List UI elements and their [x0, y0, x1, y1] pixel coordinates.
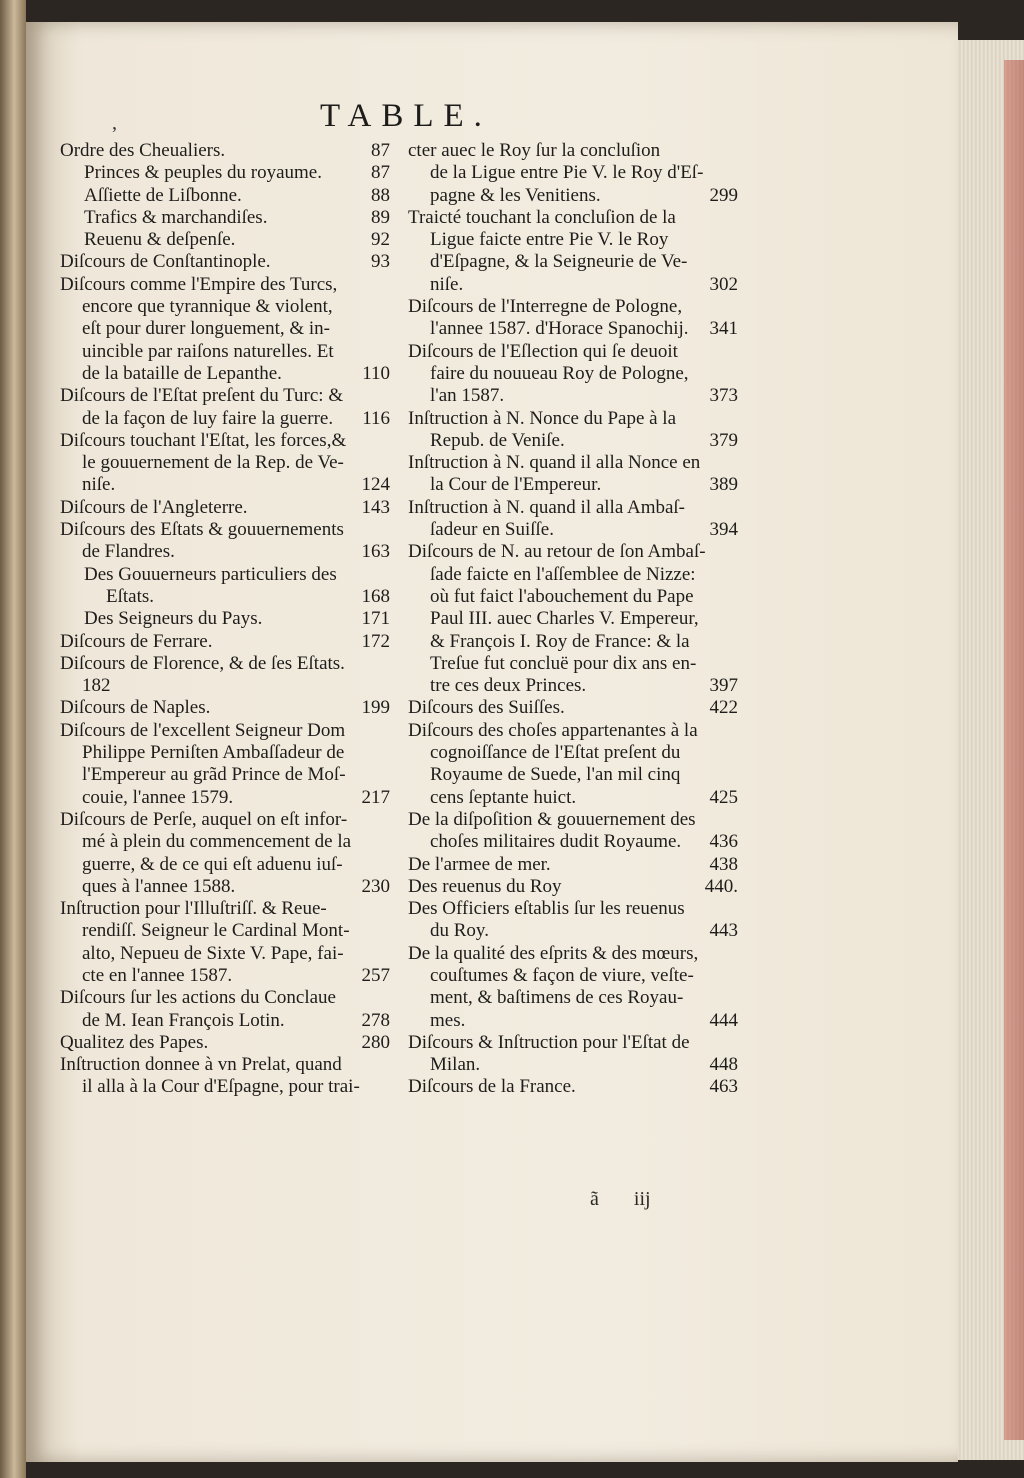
toc-entry-line: [60, 943, 390, 965]
toc-entry-line: [408, 541, 738, 563]
toc-entry-text: Royaume de Suede, l'an mil cinq: [430, 764, 681, 786]
toc-page-number: 230: [361, 875, 390, 897]
toc-entry-line: [60, 764, 390, 786]
toc-entry-line: [408, 965, 738, 987]
toc-entry-text: Des Officiers eſtablis ſur les reuenus: [408, 898, 685, 920]
toc-entry: [60, 140, 390, 162]
toc-entry-text: Qualitez des Papes.: [60, 1031, 209, 1053]
toc-entry-line: [60, 363, 390, 385]
toc-page-number: 92: [371, 229, 390, 251]
toc-entry-line: [60, 653, 390, 675]
toc-entry-text: Diſcours de Florence, & de ſes Eſtats.: [60, 652, 345, 674]
toc-entry-text: il alla à la Cour d'Eſpagne, pour trai-: [82, 1076, 360, 1098]
toc-entry-line: [408, 675, 738, 697]
toc-entry: [60, 229, 390, 251]
toc-entry-line: [408, 162, 738, 184]
toc-entry-line: [408, 385, 738, 407]
toc-page-number: 199: [361, 697, 390, 719]
toc-entry-line: [60, 251, 390, 273]
toc-entry: [60, 519, 390, 564]
toc-entry-line: [408, 207, 738, 229]
toc-entry-text: & François I. Roy de France: & la: [430, 630, 690, 652]
toc-entry-line: [60, 452, 390, 474]
toc-entry-text: Des Gouuerneurs particuliers des: [84, 563, 337, 585]
toc-entry-line: [408, 586, 738, 608]
toc-entry-text: 182: [82, 675, 111, 697]
toc-entry-line: [408, 898, 738, 920]
toc-entry-line: [60, 742, 390, 764]
toc-entry-text: où fut faict l'abouchement du Pape: [430, 585, 694, 607]
toc-entry-line: [60, 140, 390, 162]
toc-entry-line: [408, 787, 738, 809]
toc-entry-text: Inſtruction pour l'Illuſtriſſ. & Reue-: [60, 898, 327, 920]
toc-entry-line: [408, 564, 738, 586]
toc-page-number: 302: [709, 273, 738, 295]
binding-edge: [1004, 60, 1024, 1440]
toc-page-number: 448: [709, 1054, 738, 1076]
toc-entry: [60, 497, 390, 519]
toc-entry-text: cens ſeptante huict.: [430, 786, 577, 808]
toc-entry-text: de la Ligue entre Pie V. le Roy d'Eſ-: [430, 162, 704, 184]
toc-entry-text: Inſtruction à N. quand il alla Nonce en: [408, 452, 701, 474]
toc-entry: [60, 720, 390, 809]
toc-page-number: 217: [361, 786, 390, 808]
toc-entry-line: [60, 987, 390, 1009]
toc-entry-text: De la diſpoſition & gouuernement des: [408, 808, 696, 830]
toc-entry-line: [60, 720, 390, 742]
toc-page-number: 278: [361, 1009, 390, 1031]
toc-entry-line: [408, 296, 738, 318]
toc-entry-text: Diſcours de l'Eſtat preſent du Turc: &: [60, 385, 344, 407]
toc-entry-text: choſes militaires dudit Royaume.: [430, 831, 682, 853]
toc-entry-text: Diſcours de l'excellent Seigneur Dom: [60, 719, 346, 741]
toc-entry-line: [84, 608, 390, 630]
toc-left-column: [60, 140, 390, 1099]
toc-page-number: 389: [709, 474, 738, 496]
toc-entry-text: Diſcours des Suiſſes.: [408, 697, 565, 719]
toc-entry: [60, 162, 390, 184]
toc-entry: [60, 430, 390, 497]
toc-entry-line: [84, 207, 390, 229]
toc-entry-line: [60, 274, 390, 296]
page-title: TABLE.: [320, 98, 492, 134]
toc-entry-line: [60, 631, 390, 653]
toc-page-number: 444: [709, 1009, 738, 1031]
toc-entry-text: Diſcours de Naples.: [60, 697, 211, 719]
toc-entry: [60, 898, 390, 987]
toc-entry-line: [408, 653, 738, 675]
toc-entry: [408, 809, 738, 854]
toc-entry-text: Diſcours de la France.: [408, 1076, 576, 1098]
toc-entry-text: l'Empereur au grãd Prince de Moſ-: [82, 764, 346, 786]
toc-page-number: 438: [709, 853, 738, 875]
toc-entry: [60, 653, 390, 698]
toc-entry: [408, 341, 738, 408]
toc-entry-text: Princes & peuples du royaume.: [84, 162, 322, 184]
left-page-edge: [0, 0, 26, 1478]
toc-entry: [60, 564, 390, 609]
toc-entry-line: [408, 452, 738, 474]
toc-entry-text: Diſcours de l'Interregne de Pologne,: [408, 296, 683, 318]
toc-entry-text: rendiſſ. Seigneur le Cardinal Mont-: [82, 920, 350, 942]
toc-entry-text: Repub. de Veniſe.: [430, 429, 565, 451]
toc-entry-text: du Roy.: [430, 920, 489, 942]
toc-entry-text: Des Seigneurs du Pays.: [84, 608, 263, 630]
toc-entry: [60, 251, 390, 273]
toc-entry: [60, 1054, 390, 1099]
page-footer: [590, 1188, 710, 1211]
toc-entry-text: guerre, & de ce qui eſt aduenu iuſ-: [82, 853, 343, 875]
toc-entry-text: Diſcours des choſes appartenantes à la: [408, 719, 698, 741]
toc-entry-text: De l'armee de mer.: [408, 853, 551, 875]
toc-entry-text: l'an 1587.: [430, 385, 505, 407]
toc-entry-line: [60, 497, 390, 519]
toc-page-number: 425: [709, 786, 738, 808]
toc-entry: [408, 140, 738, 207]
toc-page-number: 110: [362, 362, 390, 384]
toc-entry-text: Ligue faicte entre Pie V. le Roy: [430, 229, 669, 251]
toc-page-number: 87: [371, 162, 390, 184]
toc-entry-text: eſt pour durer longuement, & in-: [82, 318, 330, 340]
toc-entry-text: Traicté touchant la concluſion de la: [408, 206, 676, 228]
toc-page-number: 168: [361, 585, 390, 607]
toc-page-number: 397: [709, 675, 738, 697]
toc-page-number: 171: [361, 608, 390, 630]
toc-entry-text: d'Eſpagne, & la Seigneurie de Ve-: [430, 251, 688, 273]
toc-entry-line: [408, 876, 738, 898]
toc-entry-text: tre ces deux Princes.: [430, 675, 587, 697]
toc-entry-line: [408, 764, 738, 786]
toc-entry-text: Diſcours touchant l'Eſtat, les forces,&: [60, 429, 347, 451]
toc-entry-text: Aſſiette de Liſbonne.: [84, 184, 242, 206]
toc-page-number: 257: [361, 964, 390, 986]
toc-entry-text: ſadeur en Suiſſe.: [430, 519, 554, 541]
toc-entry-text: Eſtats.: [106, 585, 155, 607]
toc-entry-line: [60, 1032, 390, 1054]
toc-page-number: 116: [362, 407, 390, 429]
toc-entry-text: Diſcours de l'Angleterre.: [60, 496, 248, 518]
toc-entry-line: [60, 809, 390, 831]
toc-entry-line: [84, 162, 390, 184]
toc-entry-text: Inſtruction à N. Nonce du Pape à la: [408, 407, 677, 429]
toc-entry: [408, 408, 738, 453]
toc-entry-line: [60, 541, 390, 563]
toc-entry: [60, 987, 390, 1032]
toc-entry-line: [84, 564, 390, 586]
toc-page-number: 341: [709, 318, 738, 340]
toc-entry-line: [60, 697, 390, 719]
toc-entry-text: Diſcours de l'Eſlection qui ſe deuoit: [408, 340, 678, 362]
toc-entry-text: Philippe Perniſten Ambaſſadeur de: [82, 742, 345, 764]
toc-entry-line: [84, 185, 390, 207]
toc-page-number: 463: [709, 1076, 738, 1098]
toc-entry-line: [60, 341, 390, 363]
toc-entry-line: [408, 341, 738, 363]
toc-entry-line: [408, 697, 738, 719]
toc-entry-line: [60, 318, 390, 340]
toc-entry-line: [408, 608, 738, 630]
toc-entry-line: [60, 920, 390, 942]
toc-entry-text: de Flandres.: [82, 541, 175, 563]
toc-page-number: 88: [371, 184, 390, 206]
toc-entry: [408, 207, 738, 296]
toc-page-number: 124: [361, 474, 390, 496]
toc-entry-text: Diſcours de Perſe, auquel on eſt infor-: [60, 808, 348, 830]
toc-entry-text: niſe.: [430, 273, 464, 295]
toc-entry-text: ques à l'annee 1588.: [82, 875, 236, 897]
toc-entry-text: Diſcours comme l'Empire des Turcs,: [60, 273, 338, 295]
toc-entry-text: ment, & baſtimens de ces Royau-: [430, 987, 684, 1009]
toc-page-number: 373: [709, 385, 738, 407]
toc-entry-text: Ordre des Cheualiers.: [60, 140, 226, 161]
toc-entry-text: Diſcours de Conſtantinople.: [60, 251, 271, 273]
toc-entry-text: de M. Iean François Lotin.: [82, 1009, 285, 1031]
toc-entry-text: mé à plein du commencement de la: [82, 831, 352, 853]
toc-entry: [60, 185, 390, 207]
toc-entry-line: [408, 1054, 738, 1076]
toc-page-number: 89: [371, 206, 390, 228]
toc-entry-text: couie, l'annee 1579.: [82, 786, 234, 808]
header-left-mark: ,: [112, 112, 117, 134]
toc-entry-text: Treſue fut concluë pour dix ans en-: [430, 652, 697, 674]
toc-page-number: 422: [709, 697, 738, 719]
toc-entry-line: [60, 296, 390, 318]
toc-entry: [60, 274, 390, 385]
toc-entry-text: mes.: [430, 1009, 466, 1031]
toc-entry-line: [408, 251, 738, 273]
toc-entry: [408, 452, 738, 497]
toc-page-number: 280: [361, 1031, 390, 1053]
toc-entry-line: [60, 430, 390, 452]
toc-entry-text: ſade faicte en l'aſſemblee de Nizze:: [430, 563, 696, 585]
toc-entry: [408, 1032, 738, 1077]
toc-entry: [408, 697, 738, 719]
toc-entry-text: le gouuernement de la Rep. de Ve-: [82, 452, 344, 474]
toc-entry-line: [60, 1010, 390, 1032]
toc-entry: [60, 697, 390, 719]
toc-entry-text: faire du nouueau Roy de Pologne,: [430, 362, 689, 384]
toc-page-number: 163: [361, 541, 390, 563]
toc-entry: [408, 541, 738, 697]
toc-entry-text: Diſcours des Eſtats & gouuernements: [60, 519, 344, 541]
toc-page-number: 443: [709, 920, 738, 942]
toc-entry-line: [408, 497, 738, 519]
toc-entry-text: encore que tyrannique & violent,: [82, 296, 333, 318]
toc-entry-text: Diſcours de N. au retour de ſon Ambaſ-: [408, 541, 706, 563]
toc-entry-line: [408, 809, 738, 831]
toc-page-number: 87: [371, 140, 390, 161]
toc-entry-text: Diſcours & Inſtruction pour l'Eſtat de: [408, 1031, 690, 1053]
toc-entry-line: [408, 831, 738, 853]
toc-entry-text: de la bataille de Lepanthe.: [82, 362, 282, 384]
toc-page-number: 436: [709, 831, 738, 853]
toc-entry-line: [408, 943, 738, 965]
toc-entry-line: [408, 140, 738, 162]
toc-entry-text: Reuenu & deſpenſe.: [84, 229, 236, 251]
toc-entry: [60, 608, 390, 630]
toc-entry-line: [408, 920, 738, 942]
toc-entry-line: [60, 898, 390, 920]
toc-entry: [408, 720, 738, 809]
toc-entry: [408, 854, 738, 876]
toc-entry-text: Inſtruction à N. quand il alla Ambaſ-: [408, 496, 686, 518]
toc-entry-line: [60, 787, 390, 809]
toc-page-number: 172: [361, 630, 390, 652]
toc-entry-text: la Cour de l'Empereur.: [430, 474, 602, 496]
toc-entry-text: pagne & les Venitiens.: [430, 184, 601, 206]
toc-entry-line: [408, 408, 738, 430]
toc-entry: [60, 385, 390, 430]
toc-entry-text: couſtumes & façon de viure, veſte-: [430, 964, 694, 986]
toc-entry-line: [84, 229, 390, 251]
toc-page-number: 93: [371, 251, 390, 273]
toc-entry-line: [60, 474, 390, 496]
toc-entry: [60, 809, 390, 898]
toc-entry-line: [408, 742, 738, 764]
toc-entry-line: [60, 408, 390, 430]
toc-entry-text: Diſcours ſur les actions du Conclaue: [60, 987, 336, 1009]
toc-entry-text: Diſcours de Ferrare.: [60, 630, 213, 652]
toc-entry-line: [408, 519, 738, 541]
toc-entry: [408, 1076, 738, 1098]
toc-entry-text: uincible par raiſons naturelles. Et: [82, 340, 334, 362]
toc-entry: [408, 943, 738, 1032]
toc-entry-line: [60, 1054, 390, 1076]
toc-entry-line: [408, 318, 738, 340]
toc-page-number: 394: [709, 519, 738, 541]
toc-entry-text: alto, Nepueu de Sixte V. Pape, fai-: [82, 942, 344, 964]
signature-mark: ã: [590, 1188, 599, 1210]
toc-page-number: 440.: [704, 875, 738, 897]
toc-entry-line: [60, 519, 390, 541]
toc-entry-text: Trafics & marchandiſes.: [84, 206, 268, 228]
toc-page-number: 299: [709, 184, 738, 206]
toc-entry-line: [60, 1076, 390, 1098]
toc-entry-line: [408, 430, 738, 452]
toc-entry: [408, 876, 738, 898]
toc-entry-text: de la façon de luy faire la guerre.: [82, 407, 334, 429]
toc-entry-line: [60, 675, 390, 697]
toc-entry-text: De la qualité des eſprits & des mœurs,: [408, 942, 699, 964]
toc-entry-line: [408, 987, 738, 1009]
toc-page-number: 143: [361, 496, 390, 518]
toc-entry-text: cte en l'annee 1587.: [82, 964, 233, 986]
toc-entry-line: [408, 1032, 738, 1054]
toc-entry-line: [84, 586, 390, 608]
toc-entry-text: niſe.: [82, 474, 116, 496]
toc-entry: [408, 296, 738, 341]
toc-entry-line: [408, 474, 738, 496]
toc-entry-line: [60, 876, 390, 898]
toc-entry-text: cter auec le Roy ſur la concluſion: [408, 140, 661, 161]
toc-entry-line: [408, 229, 738, 251]
folio-number: iij: [633, 1188, 651, 1210]
toc-entry-line: [408, 1076, 738, 1098]
toc-entry-line: [408, 274, 738, 296]
toc-entry-line: [408, 185, 738, 207]
toc-entry-text: Des reuenus du Roy: [408, 875, 562, 897]
toc-entry-line: [60, 965, 390, 987]
toc-entry-line: [60, 831, 390, 853]
toc-entry-text: Paul III. auec Charles V. Empereur,: [430, 608, 699, 630]
toc-entry: [60, 631, 390, 653]
toc-entry: [60, 207, 390, 229]
toc-entry-line: [408, 631, 738, 653]
toc-entry-text: l'annee 1587. d'Horace Spanochij.: [430, 318, 689, 340]
toc-entry-line: [60, 854, 390, 876]
toc-entry-line: [408, 720, 738, 742]
toc-entry-text: cognoiſſance de l'Eſtat preſent du: [430, 742, 681, 764]
toc-entry-text: Inſtruction donnee à vn Prelat, quand: [60, 1054, 342, 1076]
toc-entry: [408, 898, 738, 943]
toc-page-number: 379: [709, 429, 738, 451]
toc-entry: [60, 1032, 390, 1054]
toc-entry-line: [60, 385, 390, 407]
toc-entry-line: [408, 1010, 738, 1032]
toc-entry-line: [408, 854, 738, 876]
toc-entry-line: [408, 363, 738, 385]
toc-entry: [408, 497, 738, 542]
toc-right-column: [408, 140, 738, 1099]
toc-entry-text: Milan.: [430, 1054, 481, 1076]
